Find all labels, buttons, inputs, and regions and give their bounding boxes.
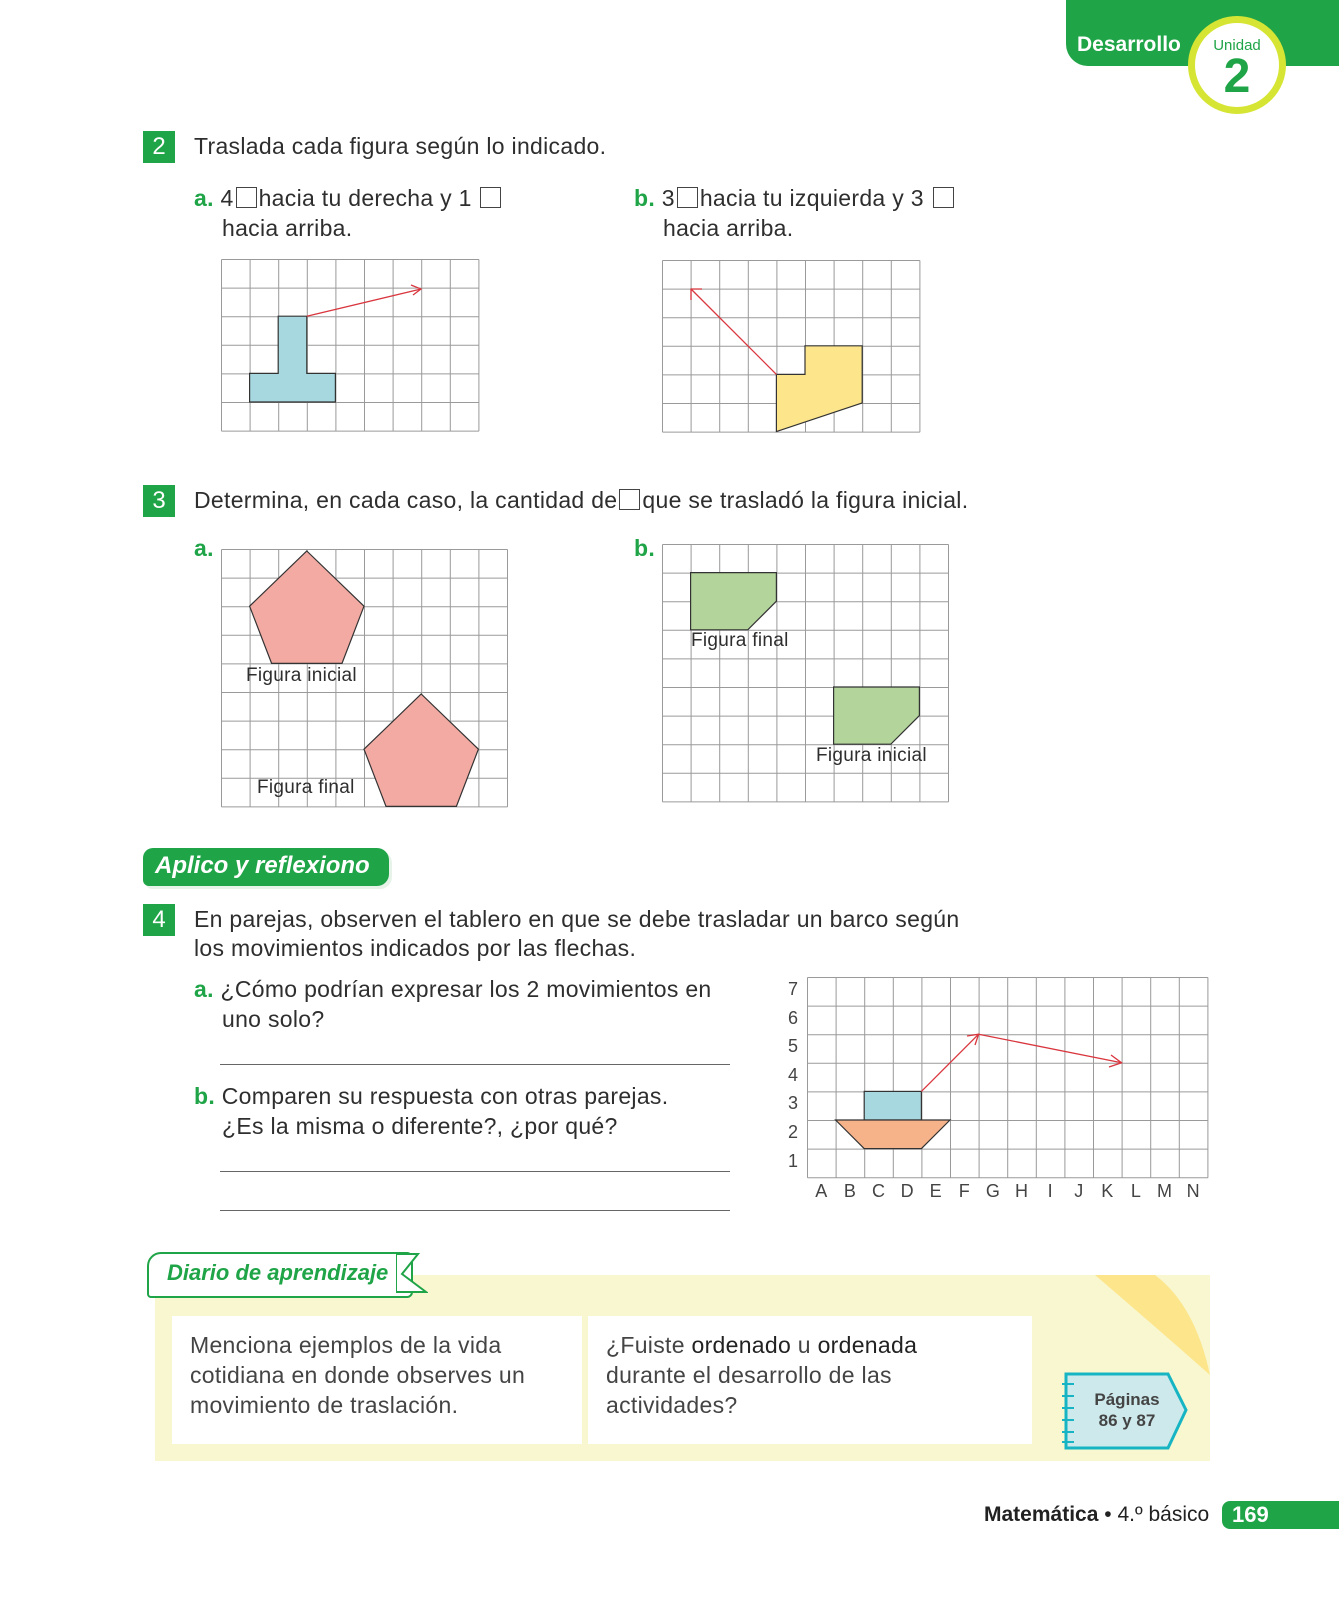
board-col-label: A: [815, 1181, 828, 1201]
q4a-text1: ¿Cómo podrían expresar los 2 movimientos en: [220, 976, 712, 1002]
aplico-banner-text: Aplico y reflexiono: [155, 852, 370, 879]
section-title: Desarrollo: [1077, 33, 1181, 56]
board-col-label: F: [958, 1181, 970, 1201]
footer-text: [984, 1503, 1209, 1527]
translation-arrow: [307, 289, 421, 316]
board-row-label: 6: [787, 1007, 798, 1028]
footer-separator: •: [1104, 1503, 1112, 1526]
yellow-shape: [776, 346, 862, 432]
banner-tail-icon: [396, 1252, 428, 1296]
q2a-letter: a.: [194, 185, 214, 211]
q4a-line1: [194, 976, 712, 1003]
diario-box2-line1: [606, 1330, 1014, 1360]
q2a-n1: 4: [220, 185, 234, 211]
q2a-instruction-line2: hacia arriba.: [222, 215, 353, 241]
q3-prompt-post: que se trasladó la figura inicial.: [642, 487, 969, 513]
square-unit-icon: [236, 187, 257, 208]
pink-pentagon-final: [364, 694, 478, 806]
board-col-label: N: [1186, 1181, 1200, 1201]
board-col-label: B: [843, 1181, 856, 1201]
box2-mid: u: [791, 1332, 818, 1358]
board-col-label: E: [929, 1181, 942, 1201]
board-col-label: J: [1074, 1181, 1084, 1201]
board-row-label: 2: [787, 1122, 798, 1142]
question-4-prompt-line2: los movimientos indicados por las flechas.: [194, 935, 637, 961]
board-col-label: I: [1047, 1181, 1053, 1201]
q4a-letter: a.: [194, 976, 214, 1002]
board-row-label: 4: [787, 1064, 798, 1085]
q3a-letter: a.: [194, 535, 214, 561]
q4b-text1: Comparen su respuesta con otras parejas.: [221, 1083, 669, 1109]
diario-box2-line3: actividades?: [606, 1392, 738, 1418]
board-col-label: C: [871, 1181, 885, 1201]
q2a-grid: [221, 259, 481, 433]
board-col-label: K: [1101, 1181, 1114, 1201]
pages-value: 86 y 87: [1098, 1411, 1156, 1430]
board-col-labels: [807, 1181, 1209, 1205]
q3a-label-initial: Figura inicial: [246, 665, 357, 686]
aplico-banner: [143, 848, 389, 886]
square-unit-icon: [933, 187, 954, 208]
page-number-tab: [1222, 1501, 1339, 1529]
boat-cabin: [864, 1091, 921, 1120]
unit-label: Unidad: [1213, 37, 1261, 54]
q2b-grid: [662, 260, 922, 434]
q3b-label-initial: Figura inicial: [816, 745, 927, 766]
page-number: 169: [1232, 1502, 1269, 1527]
diario-box1-line3: movimiento de traslación.: [190, 1392, 459, 1418]
blue-t-shape: [250, 316, 336, 402]
q4b-line1: [194, 1083, 668, 1110]
diario-box1-line1: Menciona ejemplos de la vida: [190, 1332, 502, 1358]
page-curl-icon: [1095, 1275, 1210, 1375]
question-3-number: 3: [143, 485, 175, 517]
pages-label: Páginas: [1094, 1390, 1160, 1409]
q2b-instruction-line2: hacia arriba.: [663, 215, 794, 241]
q2a-t1: hacia tu derecha y 1: [258, 185, 472, 211]
translation-arrow: [691, 289, 776, 374]
board-col-label: D: [900, 1181, 914, 1201]
diario-title-banner: [147, 1252, 413, 1298]
grid-lines: [222, 260, 479, 432]
question-4-number: 4: [143, 904, 175, 936]
green-shape-initial: [834, 687, 920, 744]
board-col-label: L: [1130, 1181, 1141, 1201]
question-2-prompt: Traslada cada figura según lo indicado.: [194, 133, 607, 159]
unit-badge: [1188, 16, 1286, 114]
board-col-label: G: [985, 1181, 1000, 1201]
board-row-label: 7: [787, 979, 798, 999]
square-unit-icon: [480, 187, 501, 208]
square-unit-icon: [619, 489, 640, 510]
question-4-prompt-line1: En parejas, observen el tablero en que se debe trasladar un barco según: [194, 906, 960, 932]
box2-bold1: ordenado: [691, 1332, 792, 1358]
board-row-label: 1: [787, 1150, 798, 1171]
q2b-t1: hacia tu izquierda y 3: [699, 185, 924, 211]
diario-box-2: [588, 1316, 1032, 1444]
diario-box-1: [172, 1316, 582, 1444]
q4a-answer-line[interactable]: [220, 1064, 730, 1065]
q3b-label-final: Figura final: [691, 630, 789, 651]
q4b-letter: b.: [194, 1083, 216, 1109]
q4b-answer-line-2[interactable]: [220, 1210, 730, 1211]
q3a-label-final: Figura final: [257, 777, 355, 798]
question-3-prompt: [194, 487, 968, 514]
diario-box2-line2: durante el desarrollo de las: [606, 1362, 892, 1388]
q2a-instruction: [194, 185, 503, 212]
diario-box1-line2: cotidiana en donde observes un: [190, 1362, 526, 1388]
q4a-line2: uno solo?: [222, 1006, 325, 1032]
board-col-label: H: [1014, 1181, 1028, 1201]
q2b-n1: 3: [661, 185, 675, 211]
q3b-letter: b.: [634, 535, 656, 561]
green-shape-final: [691, 573, 777, 630]
pink-pentagon-initial: [250, 551, 364, 663]
q2b-letter: b.: [634, 185, 656, 211]
q4-board: [807, 977, 1209, 1179]
q3-prompt-pre: Determina, en cada caso, la cantidad de: [194, 487, 618, 513]
question-2-number: 2: [143, 131, 175, 163]
boat-hull: [836, 1120, 950, 1149]
box2-pre: ¿Fuiste: [606, 1332, 692, 1358]
board-row-label: 5: [787, 1036, 798, 1057]
diario-title: Diario de aprendizaje: [167, 1260, 389, 1285]
board-col-label: M: [1156, 1181, 1172, 1201]
move-arrow-2: [979, 1034, 1122, 1063]
unit-number: 2: [1223, 50, 1251, 103]
box2-bold2: ordenada: [817, 1332, 918, 1358]
q4b-answer-line-1[interactable]: [220, 1171, 730, 1172]
board-row-label: 3: [787, 1093, 798, 1114]
footer-grade: 4.º básico: [1117, 1503, 1210, 1526]
q2b-instruction: [634, 185, 956, 212]
footer-subject: Matemática: [984, 1503, 1099, 1526]
square-unit-icon: [677, 187, 698, 208]
q4b-line2: ¿Es la misma o diferente?, ¿por qué?: [222, 1113, 618, 1139]
